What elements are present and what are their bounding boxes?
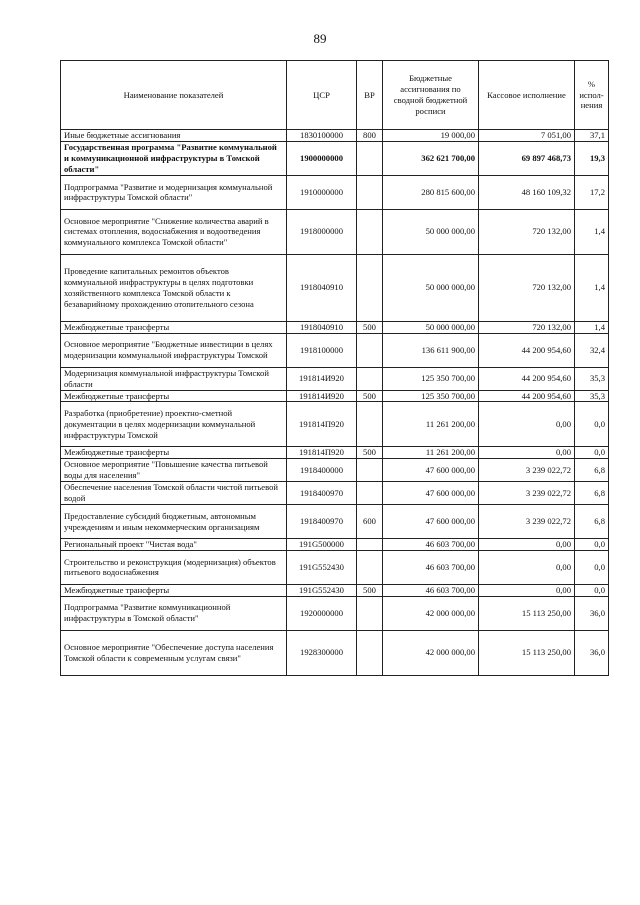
table-row xyxy=(61,321,609,333)
table-row xyxy=(61,596,609,630)
row-budget: 47 600 000,00 xyxy=(383,505,479,539)
row-budget: 280 815 600,00 xyxy=(383,175,479,209)
row-percent: 1,4 xyxy=(575,321,609,333)
row-cash: 44 200 954,60 xyxy=(479,333,575,367)
row-percent: 19,3 xyxy=(575,141,609,175)
row-csr: 1830100000 xyxy=(287,130,357,142)
table-row xyxy=(61,390,609,402)
row-percent: 36,0 xyxy=(575,596,609,630)
row-budget: 11 261 200,00 xyxy=(383,447,479,459)
row-budget: 47 600 000,00 xyxy=(383,482,479,505)
table-row xyxy=(61,130,609,142)
row-name: Предоставление субсидий бюджетным, автономным учреждениям и иным некоммерческим организациям xyxy=(61,505,287,539)
row-cash: 0,00 xyxy=(479,550,575,584)
row-name: Строительство и реконструкция (модернизация) объектов питьевого водоснабжения xyxy=(61,550,287,584)
row-budget: 125 350 700,00 xyxy=(383,390,479,402)
row-percent: 6,8 xyxy=(575,505,609,539)
row-vr: 500 xyxy=(357,584,383,596)
row-percent: 6,8 xyxy=(575,459,609,482)
row-name: Основное мероприятие "Повышение качества питьевой воды для населения" xyxy=(61,459,287,482)
row-name: Региональный проект "Чистая вода" xyxy=(61,539,287,551)
row-percent: 35,3 xyxy=(575,367,609,390)
table-row xyxy=(61,482,609,505)
row-vr xyxy=(357,482,383,505)
table-row xyxy=(61,447,609,459)
row-vr xyxy=(357,175,383,209)
table-row xyxy=(61,175,609,209)
row-vr: 500 xyxy=(357,390,383,402)
row-vr xyxy=(357,402,383,447)
row-budget: 19 000,00 xyxy=(383,130,479,142)
row-vr xyxy=(357,209,383,254)
row-name: Основное мероприятие "Обеспечение доступа населения Томской области к современным услугам связи" xyxy=(61,630,287,675)
row-percent: 1,4 xyxy=(575,209,609,254)
row-vr: 500 xyxy=(357,321,383,333)
row-cash: 0,00 xyxy=(479,539,575,551)
row-cash: 0,00 xyxy=(479,402,575,447)
row-budget: 50 000 000,00 xyxy=(383,321,479,333)
row-cash: 15 113 250,00 xyxy=(479,596,575,630)
header-budget: Бюджетные ассигнования по сводной бюджетной росписи xyxy=(383,61,479,130)
row-percent: 6,8 xyxy=(575,482,609,505)
table-row xyxy=(61,254,609,321)
row-budget: 362 621 700,00 xyxy=(383,141,479,175)
row-budget: 46 603 700,00 xyxy=(383,539,479,551)
row-name: Основное мероприятие "Бюджетные инвестиции в целях модернизации коммунальной инфраструктуры Томской xyxy=(61,333,287,367)
row-csr: 1910000000 xyxy=(287,175,357,209)
row-vr: 500 xyxy=(357,447,383,459)
row-csr: 1918400970 xyxy=(287,482,357,505)
row-budget: 50 000 000,00 xyxy=(383,209,479,254)
row-name: Подпрограмма "Развитие коммуникационной инфраструктуры в Томской области" xyxy=(61,596,287,630)
row-cash: 44 200 954,60 xyxy=(479,367,575,390)
row-vr: 800 xyxy=(357,130,383,142)
row-name: Иные бюджетные ассигнования xyxy=(61,130,287,142)
row-cash: 3 239 022,72 xyxy=(479,459,575,482)
row-csr: 1918400000 xyxy=(287,459,357,482)
row-name: Государственная программа "Развитие коммунальной и коммуникационной инфраструктуры в Томской области" xyxy=(61,141,287,175)
row-percent: 36,0 xyxy=(575,630,609,675)
row-cash: 3 239 022,72 xyxy=(479,482,575,505)
row-vr xyxy=(357,596,383,630)
row-csr: 1918100000 xyxy=(287,333,357,367)
table-row xyxy=(61,209,609,254)
row-cash: 15 113 250,00 xyxy=(479,630,575,675)
row-name: Модернизация коммунальной инфраструктуры Томской области xyxy=(61,367,287,390)
row-percent: 17,2 xyxy=(575,175,609,209)
header-csr: ЦСР xyxy=(287,61,357,130)
row-percent: 0,0 xyxy=(575,447,609,459)
row-cash: 44 200 954,60 xyxy=(479,390,575,402)
row-cash: 720 132,00 xyxy=(479,254,575,321)
row-csr: 1918400970 xyxy=(287,505,357,539)
table-row xyxy=(61,459,609,482)
row-vr xyxy=(357,630,383,675)
row-percent: 0,0 xyxy=(575,584,609,596)
row-cash: 7 051,00 xyxy=(479,130,575,142)
row-budget: 42 000 000,00 xyxy=(383,596,479,630)
table-row xyxy=(61,539,609,551)
row-cash: 0,00 xyxy=(479,584,575,596)
row-cash: 720 132,00 xyxy=(479,321,575,333)
row-cash: 3 239 022,72 xyxy=(479,505,575,539)
row-csr: 1920000000 xyxy=(287,596,357,630)
budget-table xyxy=(60,60,609,676)
row-percent: 0,0 xyxy=(575,539,609,551)
row-csr: 191G500000 xyxy=(287,539,357,551)
table-row xyxy=(61,402,609,447)
row-vr xyxy=(357,459,383,482)
row-name: Межбюджетные трансферты xyxy=(61,321,287,333)
row-budget: 11 261 200,00 xyxy=(383,402,479,447)
row-name: Подпрограмма "Развитие и модернизация коммунальной инфраструктуры Томской области" xyxy=(61,175,287,209)
row-name: Обеспечение населения Томской области чистой питьевой водой xyxy=(61,482,287,505)
row-vr xyxy=(357,333,383,367)
row-csr: 1918000000 xyxy=(287,209,357,254)
row-csr: 191814И920 xyxy=(287,367,357,390)
row-cash: 48 160 109,32 xyxy=(479,175,575,209)
table-row xyxy=(61,141,609,175)
row-csr: 1900000000 xyxy=(287,141,357,175)
table-row xyxy=(61,333,609,367)
row-csr: 191G552430 xyxy=(287,584,357,596)
row-csr: 191814П920 xyxy=(287,447,357,459)
header-name: Наименование показателей xyxy=(61,61,287,130)
header-percent: % испол-нения xyxy=(575,61,609,130)
row-percent: 32,4 xyxy=(575,333,609,367)
row-vr xyxy=(357,254,383,321)
row-csr: 191814П920 xyxy=(287,402,357,447)
table-row xyxy=(61,505,609,539)
header-vr: ВР xyxy=(357,61,383,130)
row-csr: 1928300000 xyxy=(287,630,357,675)
row-percent: 35,3 xyxy=(575,390,609,402)
row-budget: 50 000 000,00 xyxy=(383,254,479,321)
row-csr: 1918040910 xyxy=(287,321,357,333)
row-name: Проведение капитальных ремонтов объектов коммунальной инфраструктуры в целях подготовки хозяйственного комплекса Томской области к безаварийному прохождению отопительного сезона xyxy=(61,254,287,321)
row-cash: 69 897 468,73 xyxy=(479,141,575,175)
table-row xyxy=(61,550,609,584)
row-name: Межбюджетные трансферты xyxy=(61,584,287,596)
row-budget: 47 600 000,00 xyxy=(383,459,479,482)
row-cash: 0,00 xyxy=(479,447,575,459)
table-row xyxy=(61,630,609,675)
row-budget: 125 350 700,00 xyxy=(383,367,479,390)
row-name: Межбюджетные трансферты xyxy=(61,390,287,402)
row-vr: 600 xyxy=(357,505,383,539)
row-vr xyxy=(357,539,383,551)
row-vr xyxy=(357,367,383,390)
row-budget: 42 000 000,00 xyxy=(383,630,479,675)
row-vr xyxy=(357,550,383,584)
table-row xyxy=(61,584,609,596)
table-row xyxy=(61,367,609,390)
row-budget: 46 603 700,00 xyxy=(383,550,479,584)
header-cash: Кассовое исполнение xyxy=(479,61,575,130)
row-name: Основное мероприятие "Снижение количества аварий в системах отопления, водоснабжения и водоотведения коммунального комплекса Томской области" xyxy=(61,209,287,254)
row-percent: 0,0 xyxy=(575,402,609,447)
row-percent: 1,4 xyxy=(575,254,609,321)
row-csr: 191G552430 xyxy=(287,550,357,584)
page-number: 89 xyxy=(313,31,327,46)
row-budget: 46 603 700,00 xyxy=(383,584,479,596)
row-vr xyxy=(357,141,383,175)
row-cash: 720 132,00 xyxy=(479,209,575,254)
row-percent: 37,1 xyxy=(575,130,609,142)
row-percent: 0,0 xyxy=(575,550,609,584)
row-csr: 1918040910 xyxy=(287,254,357,321)
row-name: Межбюджетные трансферты xyxy=(61,447,287,459)
row-name: Разработка (приобретение) проектно-сметной документации в целях модернизации коммунальной инфраструктуры Томской xyxy=(61,402,287,447)
row-budget: 136 611 900,00 xyxy=(383,333,479,367)
row-csr: 191814И920 xyxy=(287,390,357,402)
header-row xyxy=(61,61,609,130)
